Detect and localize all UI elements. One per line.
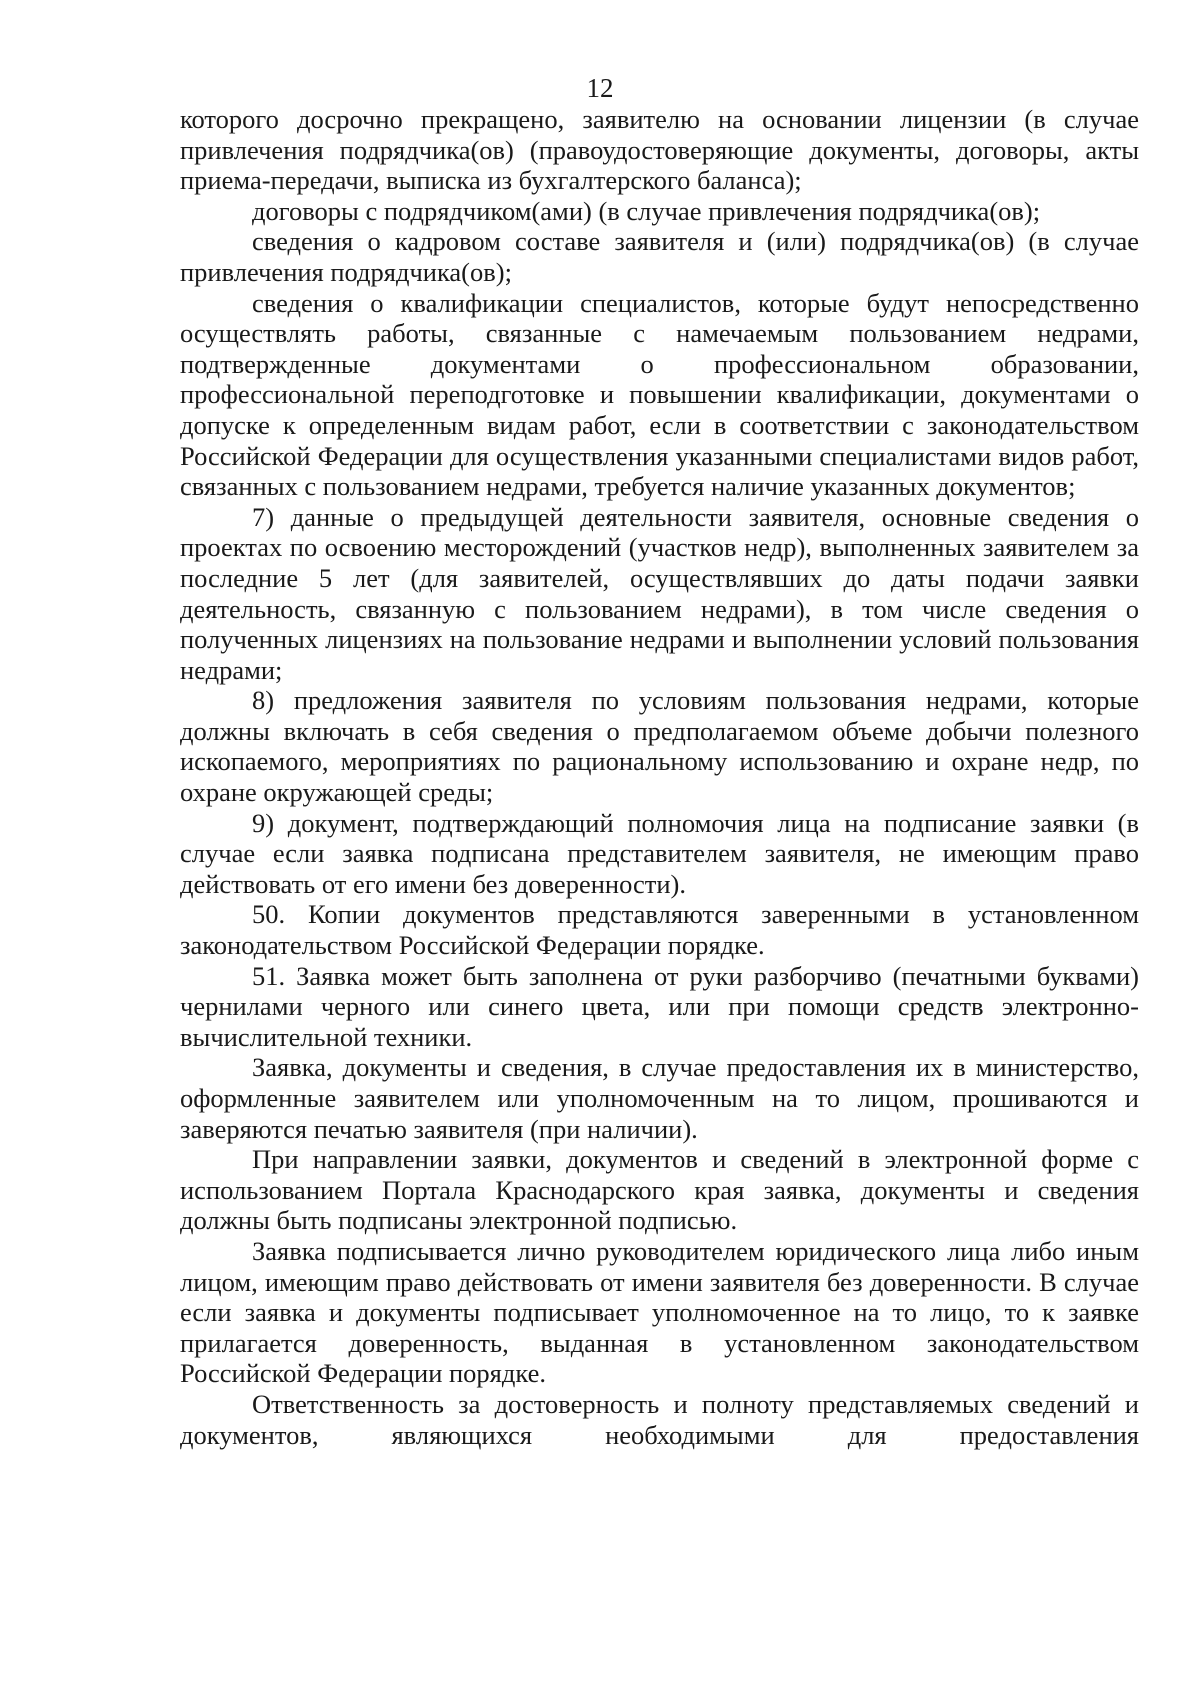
paragraph-item-8: 8) предложения заявителя по условиям пользования недрами, которые должны включать в себя сведения о предполагаемом объеме добычи полезного ископаемого, мероприятиях по рациональному использованию и охране недр, по охране окружающей среды; [180,685,1139,808]
paragraph-electronic-submission: При направлении заявки, документов и сведений в электронной форме с использованием Портала Краснодарского края заявка, документы и сведения должны быть подписаны электронной подписью. [180,1144,1139,1236]
document-body [180,104,1139,1450]
paragraph-contractor-agreements: договоры с подрядчиком(ами) (в случае привлечения подрядчика(ов); [252,195,1041,226]
paragraph-staff-info: сведения о кадровом составе заявителя и (или) подрядчика(ов) (в случае привлечения подрядчика(ов); [180,226,1139,287]
paragraph-responsibility: Ответственность за достоверность и полноту представляемых сведений и документов, являющихся необходимыми для предоставления [180,1388,1139,1450]
paragraph-qualification-info: сведения о квалификации специалистов, которые будут непосредственно осуществлять работы, связанные с намечаемым пользованием недрами, подтвержденные документами о профессиональном образовании, профессиональной переподготовке и повышении квалификации, документами о допуске к определенным видам работ, если в соответствии с законодательством Российской Федерации для осуществления указанными специалистами видов работ, связанных с пользованием недрами, требуется наличие указанных документов; [180,287,1139,502]
paragraph-clause-50: 50. Копии документов представляются заверенными в установленном законодательством Российской Федерации порядке. [180,899,1139,961]
paragraph-binding-seal: Заявка, документы и сведения, в случае предоставления их в министерство, оформленные заявителем или уполномоченным на то лицом, прошиваются и заверяются печатью заявителя (при наличии). [180,1052,1139,1144]
paragraph-item-9: 9) документ, подтверждающий полномочия лица на подписание заявки (в случае если заявка подписана представителем заявителя, не имеющим право действовать от его имени без доверенности). [180,807,1139,899]
paragraph-continuation: которого досрочно прекращено, заявителю на основании лицензии (в случае привлечения подрядчика(ов) (правоудостоверяющие документы, договоры, акты приема-передачи, выписка из бухгалтерского баланса); [180,104,1139,196]
paragraph-item-7: 7) данные о предыдущей деятельности заявителя, основные сведения о проектах по освоению месторождений (участков недр), выполненных заявителем за последние 5 лет (для заявителей, осуществлявших до даты подачи заявки деятельность, связанную с пользованием недрами), в том числе сведения о полученных лицензиях на пользование недрами и выполнении условий пользования недрами; [180,501,1139,685]
paragraph-clause-51: 51. Заявка может быть заполнена от руки разборчиво (печатными буквами) чернилами черного или синего цвета, или при помощи средств электронно-вычислительной техники. [180,960,1139,1052]
paragraph-signing: Заявка подписывается лично руководителем юридического лица либо иным лицом, имеющим право действовать от имени заявителя без доверенности. В случае если заявка и документы подписывает уполномоченное на то лицо, то к заявке прилагается доверенность, выданная в установленном законодательством Российской Федерации порядке. [180,1235,1139,1389]
page-number: 12 [586,73,614,103]
